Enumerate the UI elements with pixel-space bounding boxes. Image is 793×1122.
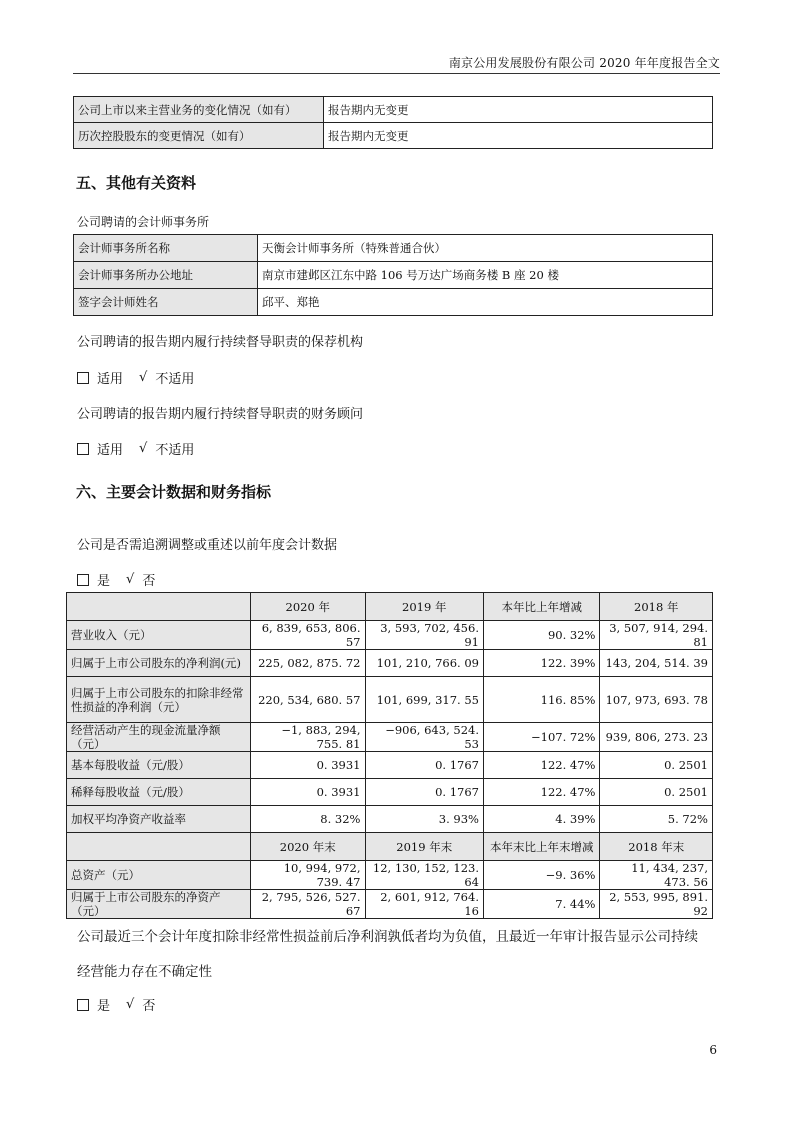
cell-value: 101, 699, 317. 55 — [365, 677, 483, 723]
cell-value: 220, 534, 680. 57 — [251, 677, 365, 723]
table-row — [67, 779, 713, 806]
cell-value: 939, 806, 273. 23 — [600, 723, 713, 752]
cell-value: 4. 39% — [483, 806, 600, 833]
cell-value: 7. 44% — [483, 890, 600, 919]
cell-value: −906, 643, 524. 53 — [365, 723, 483, 752]
cell-value: 8. 32% — [251, 806, 365, 833]
table-row — [74, 262, 713, 289]
cell-value: 11, 434, 237, 473. 56 — [600, 861, 713, 890]
table-row — [67, 650, 713, 677]
cell-value: 12, 130, 152, 123. 64 — [365, 861, 483, 890]
company-change-table — [73, 96, 713, 149]
cell-value: −1, 883, 294, 755. 81 — [251, 723, 365, 752]
row-value: 南京市建邺区江东中路 106 号万达广场商务楼 B 座 20 楼 — [258, 262, 713, 289]
auditor-table — [73, 234, 713, 316]
cell-value: 0. 3931 — [251, 779, 365, 806]
cell-value: 143, 204, 514. 39 — [600, 650, 713, 677]
cell-value: 0. 3931 — [251, 752, 365, 779]
checkmark-icon: √ — [139, 370, 148, 385]
cell-value: 6, 839, 653, 806. 57 — [251, 621, 365, 650]
header-divider — [73, 73, 720, 74]
table-row — [74, 97, 713, 123]
report-header-title: 南京公用发展股份有限公司 2020 年年度报告全文 — [448, 56, 720, 70]
sponsor-question: 公司聘请的报告期内履行持续督导职责的保荐机构 — [77, 335, 364, 350]
row-label: 签字会计师姓名 — [74, 289, 258, 316]
table-row — [67, 752, 713, 779]
cell-value: 5. 72% — [600, 806, 713, 833]
header-corner — [67, 833, 251, 861]
table-row — [74, 123, 713, 149]
row-label: 会计师事务所办公地址 — [74, 262, 258, 289]
column-header: 2018 年末 — [600, 833, 713, 861]
cell-value: 122. 47% — [483, 752, 600, 779]
cell-value: 0. 2501 — [600, 779, 713, 806]
table-row — [67, 621, 713, 650]
going-concern-question-line2: 经营能力存在不确定性 — [77, 964, 212, 980]
checkmark-icon: √ — [139, 441, 148, 456]
table-row — [67, 677, 713, 723]
table-row — [67, 723, 713, 752]
table-row — [74, 235, 713, 262]
cell-value: 0. 1767 — [365, 779, 483, 806]
row-label: 稀释每股收益（元/股） — [67, 779, 251, 806]
section-five-title: 五、其他有关资料 — [76, 174, 197, 192]
cell-value: 3. 93% — [365, 806, 483, 833]
option-label: 适用 — [97, 372, 124, 387]
row-label: 会计师事务所名称 — [74, 235, 258, 262]
table-header-row — [67, 593, 713, 621]
row-value: 邱平、郑艳 — [258, 289, 713, 316]
table-row — [67, 890, 713, 919]
option-label: 不适用 — [155, 443, 195, 458]
section-six-title: 六、主要会计数据和财务指标 — [76, 483, 272, 501]
going-concern-question-line1: 公司最近三个会计年度扣除非经常性损益前后净利润孰低者均为负值，且最近一年审计报告显示公司持续 — [77, 929, 698, 945]
column-header: 本年比上年增减 — [483, 593, 600, 621]
option-label: 是 — [97, 999, 111, 1014]
column-header: 2019 年 — [365, 593, 483, 621]
option-label: 否 — [142, 574, 156, 589]
row-label: 加权平均净资产收益率 — [67, 806, 251, 833]
advisor-options — [77, 439, 194, 458]
cell-value: 90. 32% — [483, 621, 600, 650]
advisor-question: 公司聘请的报告期内履行持续督导职责的财务顾问 — [77, 407, 364, 422]
cell-value: 225, 082, 875. 72 — [251, 650, 365, 677]
cell-value: 116. 85% — [483, 677, 600, 723]
cell-value: 101, 210, 766. 09 — [365, 650, 483, 677]
cell-value: 2, 601, 912, 764. 16 — [365, 890, 483, 919]
cell-value: 3, 593, 702, 456. 91 — [365, 621, 483, 650]
restate-question: 公司是否需追溯调整或重述以前年度会计数据 — [77, 538, 338, 553]
cell-value: −107. 72% — [483, 723, 600, 752]
table-row — [67, 806, 713, 833]
checkbox-unchecked[interactable] — [77, 574, 89, 586]
table-row — [67, 861, 713, 890]
page-number: 6 — [709, 1043, 717, 1057]
checkbox-unchecked[interactable] — [77, 372, 89, 384]
column-header: 2018 年 — [600, 593, 713, 621]
cell-value: 2, 795, 526, 527. 67 — [251, 890, 365, 919]
row-label: 归属于上市公司股东的净利润(元) — [67, 650, 251, 677]
table-row — [74, 289, 713, 316]
restate-options — [77, 570, 155, 589]
option-label: 适用 — [97, 443, 124, 458]
row-label: 归属于上市公司股东的净资产（元） — [67, 890, 251, 919]
cell-value: 3, 507, 914, 294. 81 — [600, 621, 713, 650]
option-label: 否 — [142, 999, 156, 1014]
row-label: 营业收入（元） — [67, 621, 251, 650]
checkmark-icon: √ — [126, 572, 135, 587]
auditor-intro: 公司聘请的会计师事务所 — [77, 215, 210, 229]
cell-value: 2, 553, 995, 891. 92 — [600, 890, 713, 919]
column-header: 2020 年末 — [251, 833, 365, 861]
column-header: 2019 年末 — [365, 833, 483, 861]
row-label: 归属于上市公司股东的扣除非经常性损益的净利润（元） — [67, 677, 251, 723]
cell-value: −9. 36% — [483, 861, 600, 890]
row-label: 基本每股收益（元/股） — [67, 752, 251, 779]
row-label: 经营活动产生的现金流量净额（元） — [67, 723, 251, 752]
cell-value: 0. 1767 — [365, 752, 483, 779]
option-label: 是 — [97, 574, 111, 589]
cell-value: 122. 47% — [483, 779, 600, 806]
column-header: 2020 年 — [251, 593, 365, 621]
cell-value: 122. 39% — [483, 650, 600, 677]
checkbox-unchecked[interactable] — [77, 443, 89, 455]
row-label: 总资产（元） — [67, 861, 251, 890]
sponsor-options — [77, 368, 194, 387]
checkmark-icon: √ — [126, 997, 135, 1012]
table-header-row — [67, 833, 713, 861]
option-label: 不适用 — [155, 372, 195, 387]
cell-value: 10, 994, 972, 739. 47 — [251, 861, 365, 890]
checkbox-unchecked[interactable] — [77, 999, 89, 1011]
cell-value: 107, 973, 693. 78 — [600, 677, 713, 723]
row-label: 历次控股股东的变更情况（如有） — [74, 123, 324, 149]
row-value: 天衡会计师事务所（特殊普通合伙） — [258, 235, 713, 262]
row-value: 报告期内无变更 — [324, 97, 713, 123]
row-value: 报告期内无变更 — [324, 123, 713, 149]
financial-indicators-table — [66, 592, 713, 919]
column-header: 本年末比上年末增减 — [483, 833, 600, 861]
header-corner — [67, 593, 251, 621]
row-label: 公司上市以来主营业务的变化情况（如有） — [74, 97, 324, 123]
cell-value: 0. 2501 — [600, 752, 713, 779]
going-concern-options — [77, 995, 155, 1014]
